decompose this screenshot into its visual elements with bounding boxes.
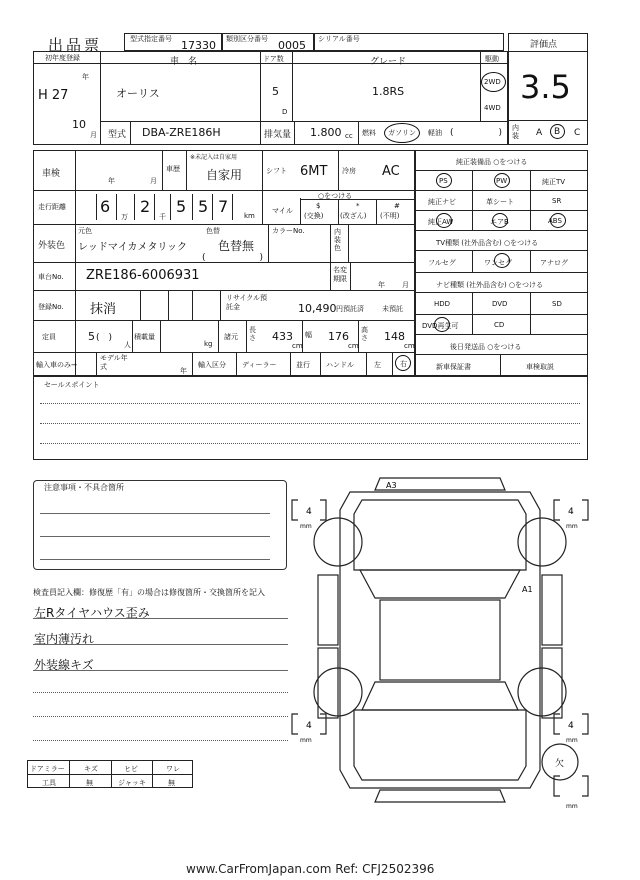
light-oil-label: 軽油: [428, 129, 442, 137]
caution-label: 注意事項・不具合箇所: [44, 483, 124, 492]
jack-value: 無: [168, 779, 175, 787]
mm-unit: mm: [566, 803, 578, 810]
shift-label: シフト: [266, 167, 287, 175]
shaken-month: 月: [150, 177, 157, 185]
break-label: ワレ: [166, 765, 180, 773]
class-value: 0005: [278, 39, 306, 52]
first-reg-year: H 27: [38, 88, 69, 103]
displacement-label: 排気量: [264, 130, 292, 140]
mile-label: マイル: [272, 207, 293, 215]
inspector-label: 検査員記入欄：修復歴「有」の場合は修復箇所・交換箇所を記入: [33, 588, 265, 597]
usage-label: 車歴: [166, 165, 180, 173]
sales-box: [33, 376, 588, 460]
cooler: AC: [382, 164, 400, 179]
capacity-unit: 人: [124, 341, 131, 349]
width: 176: [328, 330, 349, 343]
length: 433: [272, 330, 293, 343]
equip-aw: 純正AW: [428, 218, 454, 226]
drive-4wd: 4WD: [484, 104, 501, 112]
mm-unit: mm: [566, 737, 578, 744]
name-change-month: 月: [402, 281, 409, 289]
handle-left: 左: [374, 361, 381, 369]
star-mark: *: [356, 202, 360, 210]
tv-fullseg: フルセグ: [428, 259, 456, 267]
navi-cd: CD: [494, 321, 505, 329]
fuel-label: 燃料: [362, 129, 376, 137]
fuel: ガソリン: [388, 129, 416, 137]
usage-note: ※未記入は自家用: [190, 154, 238, 161]
width-unit: cm: [348, 342, 359, 350]
dollar-mark: $: [316, 202, 321, 210]
score-value: 3.5: [520, 68, 571, 106]
equip-pw: PW: [496, 177, 508, 185]
jack-label: ジャッキ: [118, 779, 146, 787]
length-label: 長さ: [249, 326, 256, 342]
tire-depth-rr: 4: [568, 721, 574, 731]
repaint-paren: ( ): [202, 253, 264, 263]
height: 148: [384, 330, 405, 343]
navi-sd: SD: [552, 300, 562, 308]
equip-leather: 革シート: [486, 198, 514, 206]
recycle-unpaid: 未預託: [382, 305, 403, 313]
navi-dvd: DVD: [492, 300, 508, 308]
height-unit: cm: [404, 342, 415, 350]
shift: 6MT: [300, 164, 328, 179]
scratch-label: キズ: [84, 765, 98, 773]
model-label: 型式: [108, 130, 127, 140]
tools-value: 無: [86, 779, 93, 787]
tv-analog: アナログ: [540, 259, 568, 267]
serial-label: シリアル番号: [318, 35, 360, 43]
exterior-color: レッドマイカメタリック: [78, 242, 187, 253]
damage-mark-a3: A3: [386, 481, 397, 490]
mileage-digit: 2: [140, 197, 151, 216]
first-reg-month: 10: [72, 118, 86, 131]
page-title: 出品票: [48, 36, 103, 54]
watermark: www.CarFromJapan.com Ref: CFJ2502396: [186, 862, 435, 876]
orig-color-label: 元色: [78, 227, 92, 235]
load-unit: kg: [204, 340, 213, 348]
equip-tv: 純正TV: [542, 178, 566, 186]
doors-label: ドア数: [263, 55, 284, 63]
drive-label: 駆動: [485, 55, 499, 63]
capacity-label: 定員: [42, 333, 56, 341]
equip-sr: SR: [552, 197, 562, 205]
load-label: 積載量: [134, 333, 155, 341]
navi-dvd-play: DVD再生可: [422, 322, 459, 330]
hash-mark: #: [394, 202, 400, 210]
first-reg-label: 初年度登録: [45, 54, 80, 62]
length-unit: cm: [292, 342, 303, 350]
name-change-label: 名変期限: [333, 266, 347, 283]
tire-depth-fl: 4: [306, 507, 312, 517]
km-unit: km: [244, 212, 255, 220]
displacement: 1.800: [310, 126, 342, 139]
crack-label: ヒビ: [124, 765, 138, 773]
chassis-label: 車台No.: [38, 273, 64, 281]
model-year-unit: 年: [180, 367, 187, 375]
tire-depth-rl: 4: [306, 721, 312, 731]
drive-2wd: 2WD: [484, 78, 501, 86]
capacity-paren: ( ): [96, 333, 113, 343]
usage: 自家用: [206, 168, 243, 182]
import-parallel: 並行: [296, 361, 310, 369]
dims-label: 諸元: [224, 333, 238, 341]
grade: 1.8RS: [372, 85, 405, 98]
color-label: 外装色: [38, 241, 66, 251]
type-cert-value: 17330: [181, 39, 216, 52]
interior-color-label: 内装色: [334, 228, 341, 252]
sales-label: セールスポイント: [44, 381, 100, 389]
light-oil-paren: ( ): [450, 128, 503, 138]
equip-ps: PS: [439, 177, 448, 185]
mileage-digit: 7: [218, 197, 229, 216]
tv-oneseg: ワンセグ: [484, 259, 512, 267]
later-warranty: 新車保証書: [436, 363, 471, 371]
man-unit: 万: [121, 213, 128, 221]
mileage-circle-note: ○をつける: [318, 192, 353, 200]
car-name: オーリス: [116, 87, 160, 100]
hash-note: (不明): [380, 212, 400, 220]
recycle-value: 10,490: [298, 302, 337, 315]
recycle-suffix: 円預託済: [336, 305, 364, 313]
mileage-label: 走行距離: [38, 203, 66, 211]
equip-airbag: エアB: [490, 218, 509, 226]
mm-unit: mm: [300, 737, 312, 744]
year-unit: 年: [82, 73, 89, 81]
car-diagram: [290, 470, 590, 810]
interior-label: 内装: [512, 124, 519, 140]
tools-label: 工具: [42, 779, 56, 787]
repaint: 色替無: [218, 239, 255, 253]
capacity: 5: [88, 330, 95, 343]
dollar-note: (交換): [304, 212, 324, 220]
equip-navi: 純正ナビ: [428, 198, 456, 206]
sen-unit: 千: [159, 213, 166, 221]
tire-depth-fr: 4: [568, 507, 574, 517]
import-label: 輸入車のみ→: [36, 361, 77, 369]
interior-b: B: [554, 127, 561, 137]
import-dealer: ディーラー: [242, 361, 277, 369]
later-manual: 車検取説: [526, 363, 554, 371]
mm-unit: mm: [566, 523, 578, 530]
spare-tire-label: 欠: [555, 759, 565, 769]
score-label: 評価点: [530, 40, 558, 50]
grade-label: グレード: [370, 57, 407, 67]
star-note: (改ざん): [340, 212, 367, 220]
import-type-label: 輸入区分: [198, 361, 226, 369]
cooler-label: 冷房: [342, 167, 356, 175]
tv-title: TV種類 (社外品含む) ○をつける: [436, 239, 539, 247]
mileage-digit: 5: [176, 197, 187, 216]
handle-label: ハンドル: [326, 361, 354, 369]
navi-title: ナビ種類 (社外品含む) ○をつける: [436, 281, 544, 289]
reg-no-label: 登録No.: [38, 303, 64, 311]
reg-no: 抹消: [90, 302, 117, 317]
type-cert-label: 型式指定番号: [130, 35, 172, 43]
genuine-title: 純正装備品 ○をつける: [456, 158, 528, 166]
displacement-unit: cc: [345, 132, 353, 140]
mm-unit: mm: [300, 523, 312, 530]
damage-mark-a1: A1: [522, 585, 533, 594]
shaken-year: 年: [108, 177, 115, 185]
mileage-digit: 6: [100, 197, 111, 216]
note-line-3: 外装線キズ: [34, 658, 94, 672]
model: DBA-ZRE186H: [142, 126, 221, 139]
month-unit: 月: [90, 131, 97, 139]
car-name-label: 車 名: [170, 57, 198, 67]
door-suffix: D: [282, 108, 288, 116]
width-label: 幅: [305, 331, 312, 339]
mirror-label: ドアミラー: [30, 765, 65, 773]
repaint-label: 色替: [206, 227, 220, 235]
model-year-label: モデル年式: [100, 354, 128, 371]
equip-abs: ABS: [548, 217, 562, 225]
chassis-number: ZRE186-6006931: [86, 268, 200, 283]
interior-c: C: [574, 128, 581, 138]
navi-hdd: HDD: [434, 300, 451, 308]
interior-a: A: [536, 128, 543, 138]
color-no-label: カラーNo.: [272, 227, 305, 235]
mileage-digit: 5: [198, 197, 209, 216]
name-change-year: 年: [378, 281, 385, 289]
note-line-2: 室内薄汚れ: [34, 632, 95, 646]
doors: 5: [272, 85, 279, 98]
note-line-1: 左Rタイヤハウス歪み: [34, 606, 150, 620]
shaken-label: 車検: [42, 169, 61, 179]
caution-box: [33, 480, 287, 570]
class-label: 類別区分番号: [226, 35, 268, 43]
recycle-label: リサイクル預託金: [226, 294, 268, 311]
handle-right: 右: [400, 360, 407, 368]
height-label: 高さ: [361, 326, 368, 342]
later-title: 後日発送品 ○をつける: [450, 343, 522, 351]
